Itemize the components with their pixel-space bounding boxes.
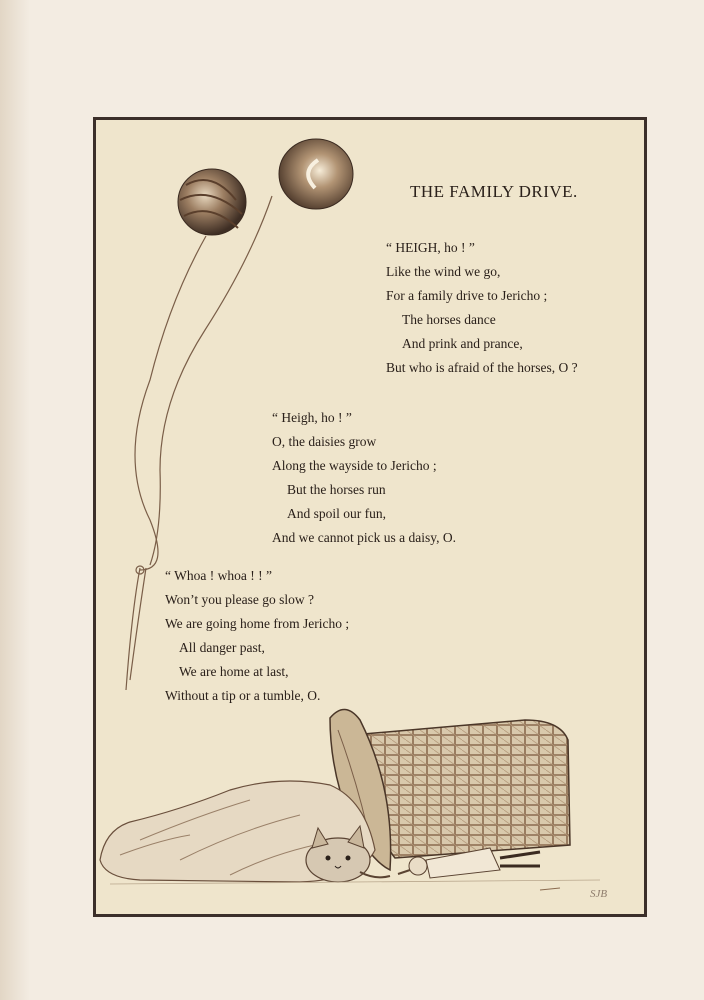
verse-line: “ Heigh, ho ! ” [272,410,352,425]
verse-line: Without a tip or a tumble, O. [165,688,321,703]
verse-line: Like the wind we go, [386,264,501,279]
verse-line: All danger past, [179,640,265,655]
page-title: THE FAMILY DRIVE. [410,182,578,201]
verse-line: The horses dance [402,312,496,327]
verse-line: We are going home from Jericho ; [165,616,350,631]
verse-line: And prink and prance, [402,336,523,351]
verse-line: Won’t you please go slow ? [165,592,315,607]
verse-line: And we cannot pick us a daisy, O. [272,530,456,545]
verse-line: “ Whoa ! whoa ! ! ” [165,568,272,583]
verse-line: And spoil our fun, [287,506,386,521]
artist-signature: SJB [590,888,608,900]
verse-line: Along the wayside to Jericho ; [272,458,437,473]
verse-line: “ HEIGH, ho ! ” [386,240,475,255]
verse-line: O, the daisies grow [272,434,377,449]
verse-line: But who is afraid of the horses, O ? [386,360,578,375]
verse-line: For a family drive to Jericho ; [386,288,548,303]
verse-line: But the horses run [287,482,386,497]
verse-line: We are home at last, [179,664,289,679]
